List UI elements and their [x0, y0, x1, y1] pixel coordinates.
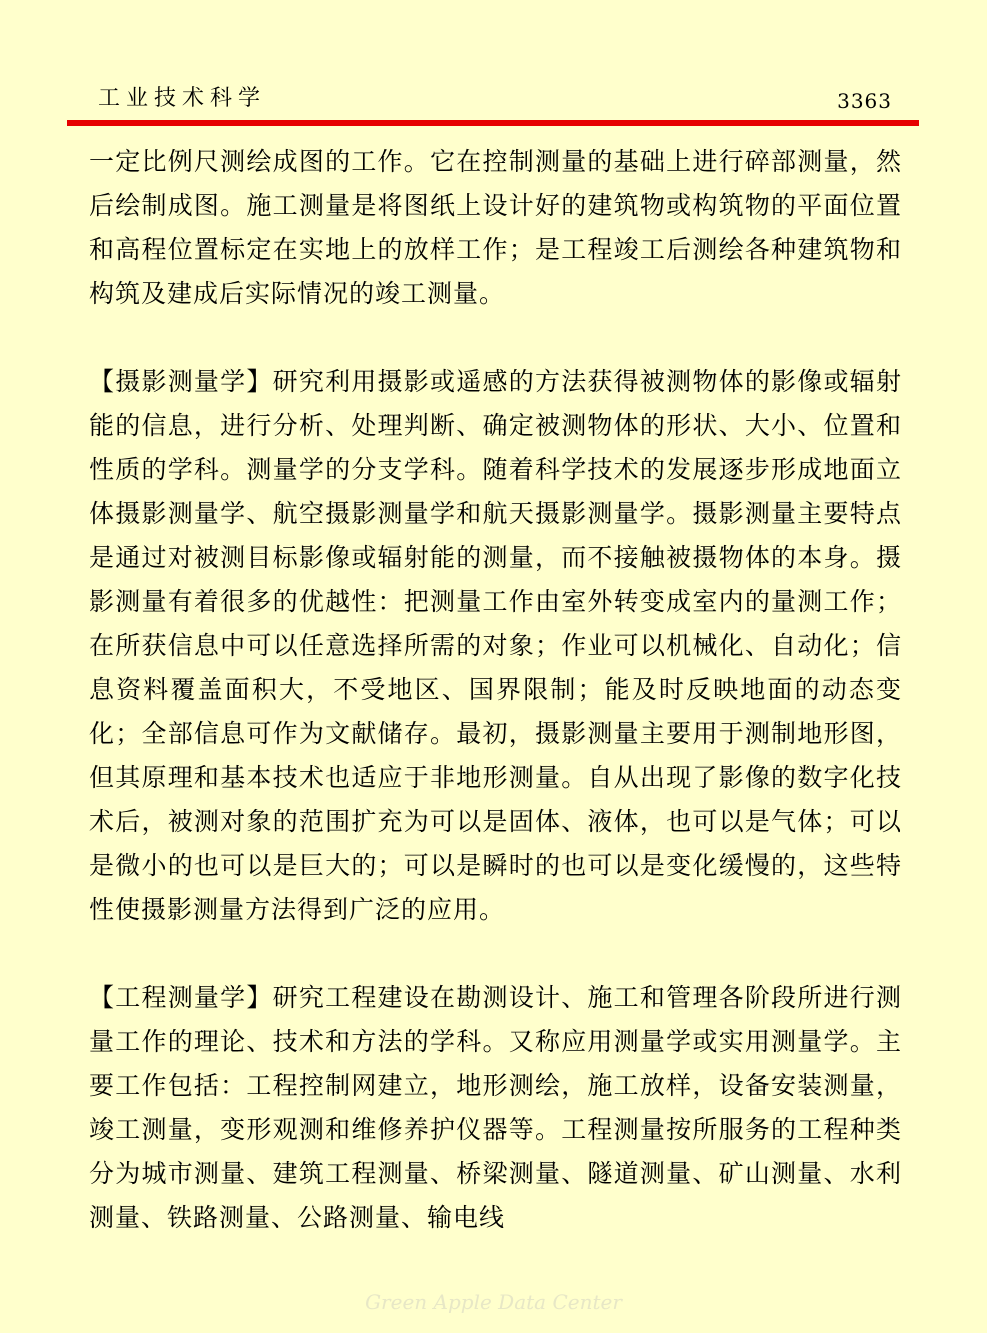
paragraph-continued: 一定比例尺测绘成图的工作。它在控制测量的基础上进行碎部测量，然后绘制成图。施工测量是将图纸上设计好的建筑物或构筑物的平面位置和高程位置标定在实地上的放样工作；是工程竣工后测绘各种建筑物和构筑及建成后实际情况的竣工测量。	[89, 147, 902, 308]
watermark: Green Apple Data Center	[365, 1290, 622, 1314]
paragraph-photogrammetry: 【摄影测量学】研究利用摄影或遥感的方法获得被测物体的影像或辐射能的信息，进行分析、处理判断、确定被测物体的形状、大小、位置和性质的学科。测量学的分支学科。随着科学技术的发展逐步形成地面立体摄影测量学、航空摄影测量学和航天摄影测量学。摄影测量主要特点是通过对被测目标影像或辐射能的测量，而不接触被摄物体的本身。摄影测量有着很多的优越性：把测量工作由室外转变成室内的量测工作；在所获信息中可以任意选择所需的对象；作业可以机械化、自动化；信息资料覆盖面积大，不受地区、国界限制；能及时反映地面的动态变化；全部信息可作为文献储存。最初，摄影测量主要用于测制地形图，但其原理和基本技术也适应于非地形测量。自从出现了影像的数字化技术后，被测对象的范围扩充为可以是固体、液体，也可以是气体；可以是微小的也可以是巨大的；可以是瞬时的也可以是变化缓慢的，这些特性使摄影测量方法得到广泛的应用。	[89, 367, 902, 924]
section-title: 工业技术科学	[98, 86, 267, 111]
page-number: 3363	[837, 89, 892, 113]
header-rule	[67, 120, 919, 126]
body-text	[89, 140, 902, 1240]
page-header	[0, 0, 987, 130]
paragraph-engineering-surveying: 【工程测量学】研究工程建设在勘测设计、施工和管理各阶段所进行测量工作的理论、技术和方法的学科。又称应用测量学或实用测量学。主要工作包括：工程控制网建立，地形测绘，施工放样，设备安装测量，竣工测量，变形观测和维修养护仪器等。工程测量按所服务的工程种类分为城市测量、建筑工程测量、桥梁测量、隧道测量、矿山测量、水利测量、铁路测量、公路测量、输电线	[89, 983, 902, 1232]
